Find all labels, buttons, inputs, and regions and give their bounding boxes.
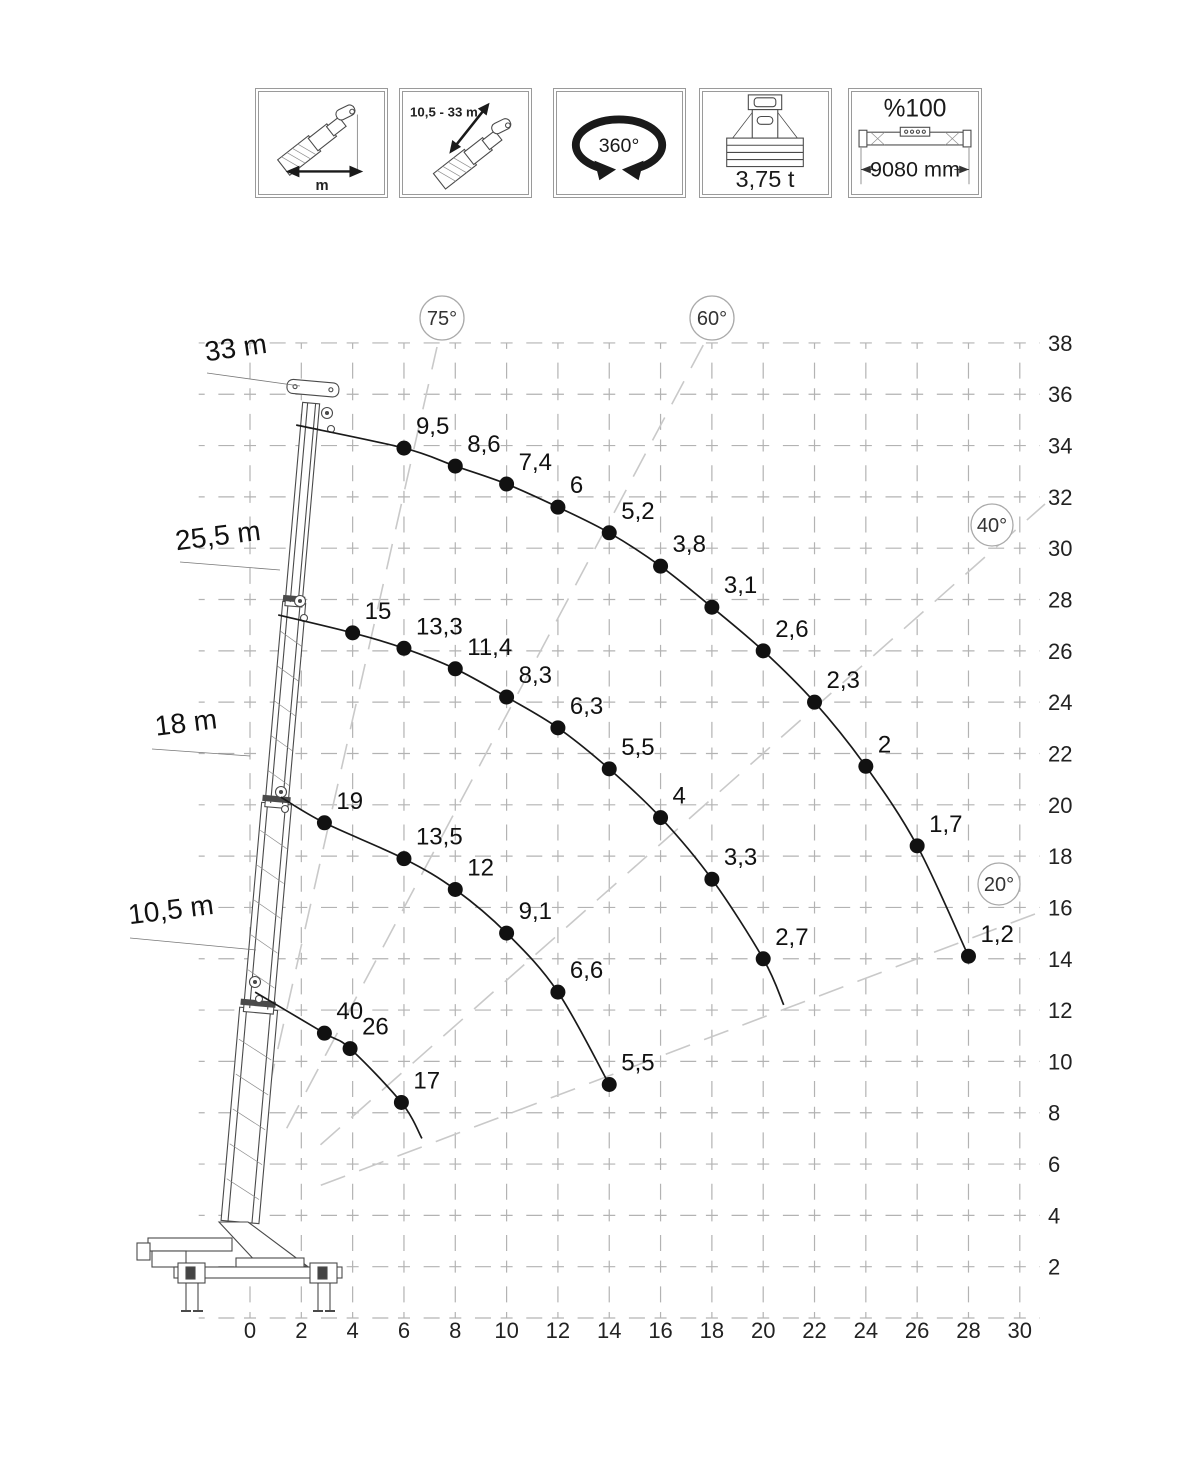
load-label: 5,2 (621, 497, 655, 525)
load-point (317, 815, 332, 830)
crane-base (137, 1222, 342, 1311)
boom-label-leader (207, 373, 300, 386)
y-tick-label: 26 (1048, 638, 1073, 664)
load-label: 15 (364, 597, 392, 625)
load-point (396, 441, 411, 456)
load-label: 7,4 (518, 449, 552, 477)
load-point (550, 500, 565, 515)
x-tick-label: 18 (699, 1318, 725, 1343)
outrigger-span-label: 9080 mm (869, 156, 961, 182)
load-point (499, 477, 514, 492)
y-tick-label: 4 (1048, 1203, 1061, 1229)
load-point (704, 600, 719, 615)
x-tick-label: 2 (295, 1318, 308, 1343)
boom-length-label: 18 m (153, 703, 219, 742)
load-point (317, 1026, 332, 1041)
x-tick-label: 10 (494, 1318, 519, 1343)
x-tick-label: 14 (596, 1318, 622, 1343)
load-point (961, 949, 976, 964)
load-label: 9,5 (415, 413, 450, 441)
load-label: 2 (877, 731, 892, 759)
boom-label-leader (130, 938, 256, 950)
x-tick-label: 4 (346, 1318, 359, 1343)
load-label: 5,5 (621, 1049, 655, 1077)
load-label: 17 (413, 1067, 441, 1095)
load-label: 5,5 (621, 733, 655, 761)
load-label: 9,1 (518, 898, 552, 926)
y-tick-label: 36 (1048, 382, 1073, 408)
load-label: 13,5 (415, 823, 463, 851)
x-tick-label: 16 (648, 1318, 673, 1343)
angle-badge-label: 75° (426, 308, 458, 330)
load-label: 8,3 (518, 662, 552, 690)
counterweight-label: 3,75 t (735, 166, 795, 193)
y-tick-label: 2 (1048, 1254, 1061, 1280)
load-point (448, 459, 463, 474)
angle-badge-label: 20° (983, 874, 1015, 896)
load-label: 6,3 (569, 692, 604, 720)
x-tick-label: 22 (802, 1318, 827, 1343)
load-point (602, 525, 617, 540)
load-point (602, 761, 617, 776)
load-point (704, 872, 719, 887)
boom-label-leader (180, 562, 280, 570)
load-point (343, 1041, 358, 1056)
x-tick-label: 28 (956, 1318, 981, 1343)
boom-range-label: 10,5 - 33 m (410, 104, 478, 120)
load-label: 6 (569, 472, 584, 500)
y-tick-label: 30 (1048, 536, 1073, 562)
load-point (550, 985, 565, 1000)
load-label: 2,3 (826, 667, 860, 695)
boom-length-label: 25,5 m (173, 514, 263, 557)
y-tick-label: 8 (1048, 1100, 1061, 1126)
load-label: 3,8 (672, 531, 706, 559)
y-tick-label: 38 (1048, 330, 1073, 356)
load-point (550, 720, 565, 735)
x-tick-label: 24 (853, 1318, 879, 1343)
load-curves-layer (255, 413, 1014, 1138)
load-point (653, 559, 668, 574)
load-label: 4 (672, 782, 686, 810)
load-point (858, 759, 873, 774)
load-point (910, 838, 925, 853)
rotation-label: 360° (598, 134, 640, 157)
load-point (396, 641, 411, 656)
load-label: 3,3 (723, 844, 758, 872)
boom-label-leader (152, 749, 250, 756)
load-label: 2,7 (775, 923, 809, 951)
x-tick-label: 8 (449, 1318, 462, 1343)
load-point (756, 643, 771, 658)
boom-length-label: 10,5 m (126, 888, 216, 931)
load-label: 3,1 (723, 572, 758, 600)
x-tick-label: 0 (243, 1318, 257, 1343)
y-tick-label: 34 (1048, 433, 1073, 459)
y-tick-label: 28 (1048, 587, 1073, 613)
y-tick-label: 10 (1048, 1049, 1073, 1075)
load-point (394, 1095, 409, 1110)
load-point (448, 882, 463, 897)
load-point (345, 625, 360, 640)
y-tick-label: 12 (1048, 998, 1073, 1024)
y-tick-label: 18 (1048, 844, 1073, 870)
load-point (448, 661, 463, 676)
angle-badge-label: 60° (696, 308, 728, 330)
y-tick-label: 6 (1048, 1152, 1061, 1178)
y-tick-label: 24 (1048, 690, 1073, 716)
x-tick-label: 26 (904, 1318, 930, 1343)
y-tick-label: 32 (1048, 484, 1073, 510)
load-point (396, 851, 411, 866)
load-label: 1,2 (980, 921, 1014, 949)
x-tick-label: 6 (397, 1318, 411, 1343)
load-label: 11,4 (467, 633, 513, 661)
load-point (602, 1077, 617, 1092)
y-tick-label: 20 (1048, 792, 1073, 818)
load-label: 12 (467, 854, 494, 882)
load-label: 2,6 (775, 615, 809, 643)
outreach-unit-label: m (315, 178, 329, 195)
load-label: 19 (336, 787, 364, 815)
x-tick-label: 20 (750, 1318, 776, 1343)
load-label: 8,6 (467, 431, 501, 459)
y-tick-label: 16 (1048, 895, 1073, 921)
load-point (499, 690, 514, 705)
x-tick-label: 30 (1007, 1318, 1033, 1343)
load-point (653, 810, 668, 825)
x-tick-label: 12 (545, 1318, 571, 1343)
boom-length-label: 33 m (202, 327, 269, 368)
y-tick-label: 14 (1048, 946, 1073, 972)
load-label: 13,3 (415, 613, 463, 641)
angle-badge-label: 40° (976, 515, 1008, 537)
load-label: 1,7 (929, 810, 963, 838)
y-tick-label: 22 (1048, 741, 1073, 767)
load-label: 26 (362, 1013, 389, 1041)
load-label: 40 (336, 998, 364, 1026)
grid-layer (199, 343, 1040, 1318)
load-point (807, 695, 822, 710)
load-point (756, 951, 771, 966)
outrigger-percent-label: %100 (883, 95, 947, 123)
load-label: 6,6 (569, 957, 604, 985)
load-point (499, 926, 514, 941)
